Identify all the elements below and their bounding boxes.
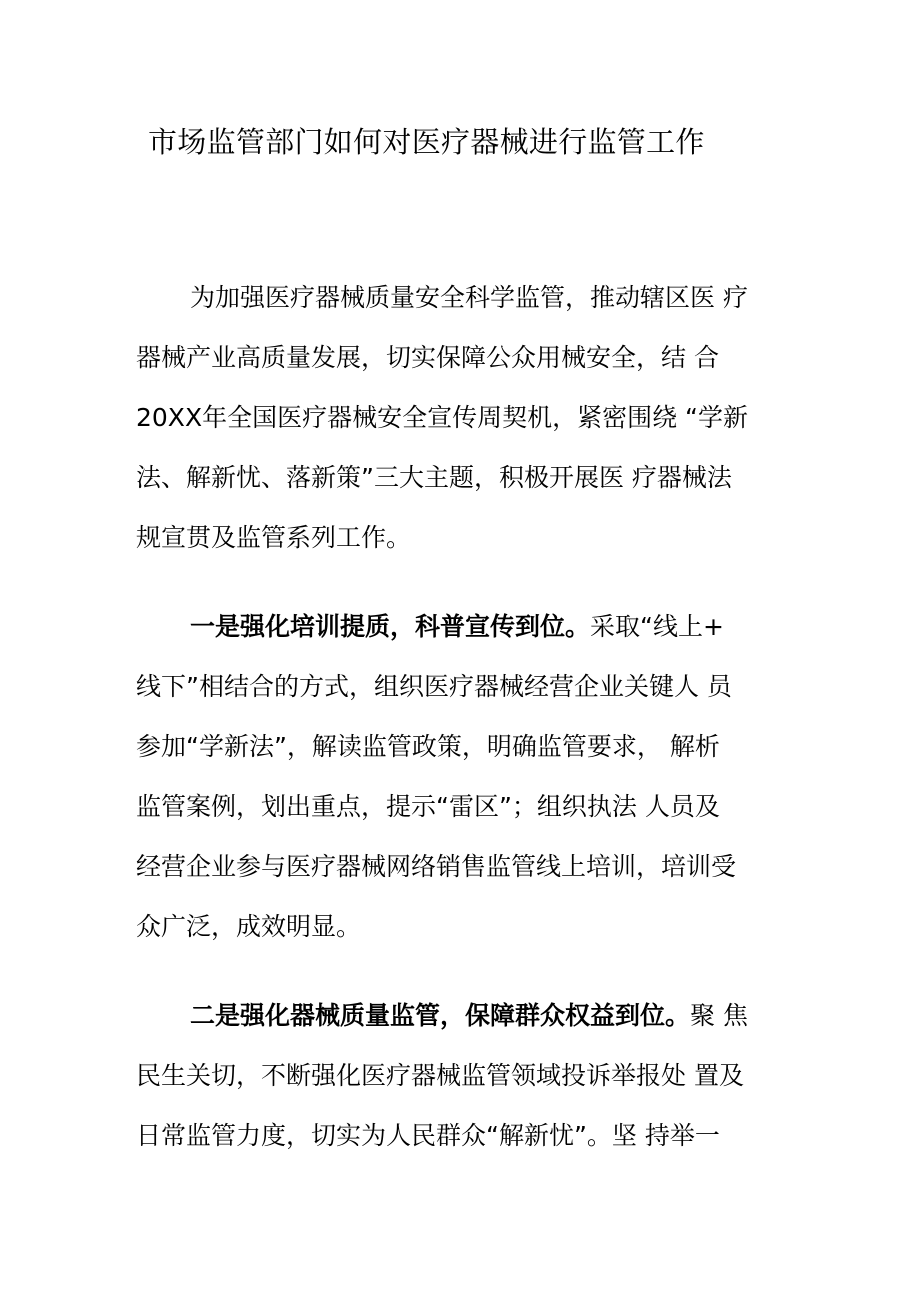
paragraph-quality bbox=[136, 986, 796, 1166]
paragraph-line-tail: 采取“线上+ bbox=[590, 612, 724, 641]
paragraph-line: 众广泛，成效明显。 bbox=[136, 912, 362, 941]
paragraph-line: 经营企业参与医疗器械网络销售监管线上培训，培训受 bbox=[136, 852, 737, 881]
paragraph-line: 规宣贯及监管系列工作。 bbox=[136, 523, 412, 552]
paragraph-intro bbox=[136, 268, 796, 568]
paragraph-line: 民生关切，不断强化医疗器械监管领域投诉举报处 置及 bbox=[136, 1061, 744, 1090]
paragraph-line: 为加强医疗器械质量安全科学监管，推动辖区医 疗 bbox=[190, 283, 748, 312]
paragraph-lead: 一是强化培训提质，科普宣传到位。 bbox=[190, 612, 591, 641]
paragraph-training bbox=[136, 597, 796, 957]
paragraph-line: 20XX年全国医疗器械安全宣传周契机，紧密围绕 “学新 bbox=[136, 403, 748, 432]
document-title: 市场监管部门如何对医疗器械进行监管工作 bbox=[148, 125, 705, 159]
paragraph-line: 日常监管力度，切实为人民群众“解新忧”。坚 持举一 bbox=[136, 1121, 720, 1150]
paragraph-line: 器械产业高质量发展，切实保障公众用械安全，结 合 bbox=[136, 343, 719, 372]
paragraph-first-line bbox=[136, 986, 796, 1046]
paragraph-line: 法、解新忧、落新策”三大主题，积极开展医 疗器械法 bbox=[136, 463, 732, 492]
paragraph-line: 线下”相结合的方式，组织医疗器械经营企业关键人 员 bbox=[136, 672, 732, 701]
paragraph-line-tail: 聚 焦 bbox=[690, 1001, 748, 1030]
paragraph-line: 监管案例，划出重点，提示“雷区”；组织执法 人员及 bbox=[136, 792, 720, 821]
paragraph-lead: 二是强化器械质量监管，保障群众权益到位。 bbox=[190, 1001, 691, 1030]
document-body bbox=[136, 268, 796, 1195]
paragraph-line: 参加“学新法”，解读监管政策，明确监管要求， 解析 bbox=[136, 732, 720, 761]
paragraph-first-line bbox=[136, 597, 796, 657]
